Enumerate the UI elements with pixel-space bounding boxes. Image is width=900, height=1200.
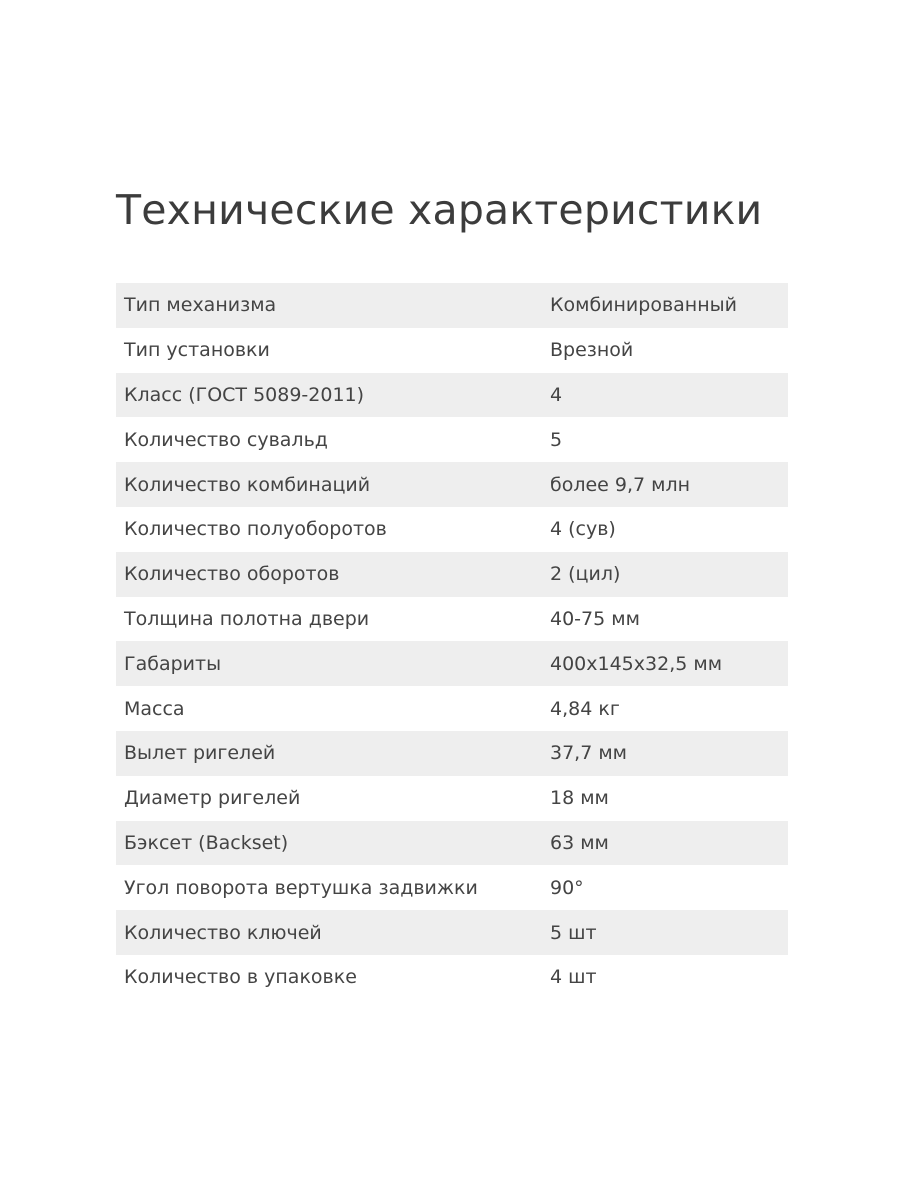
spec-value: более 9,7 млн (550, 462, 788, 507)
spec-label: Количество ключей (116, 910, 550, 955)
spec-value: Врезной (550, 328, 788, 373)
spec-label: Количество полуоборотов (116, 507, 550, 552)
table-row (116, 597, 788, 642)
table-row (116, 507, 788, 552)
spec-value: 18 мм (550, 776, 788, 821)
spec-value: 5 (550, 417, 788, 462)
spec-value: 4,84 кг (550, 686, 788, 731)
spec-value: 63 мм (550, 821, 788, 866)
spec-value: 90° (550, 865, 788, 910)
table-row (116, 910, 788, 955)
spec-label: Диаметр ригелей (116, 776, 550, 821)
table-row (116, 417, 788, 462)
table-row (116, 462, 788, 507)
spec-label: Класс (ГОСТ 5089-2011) (116, 373, 550, 418)
spec-label: Количество сувальд (116, 417, 550, 462)
table-row (116, 865, 788, 910)
spec-label: Вылет ригелей (116, 731, 550, 776)
spec-value: 5 шт (550, 910, 788, 955)
spec-label: Тип установки (116, 328, 550, 373)
table-row (116, 283, 788, 328)
spec-label: Масса (116, 686, 550, 731)
spec-value: 2 (цил) (550, 552, 788, 597)
spec-value: 4 (550, 373, 788, 418)
spec-value: 400х145х32,5 мм (550, 641, 788, 686)
spec-label: Количество оборотов (116, 552, 550, 597)
spec-value: Комбинированный (550, 283, 788, 328)
table-row (116, 328, 788, 373)
spec-label: Количество в упаковке (116, 955, 550, 1000)
spec-label: Тип механизма (116, 283, 550, 328)
table-row (116, 641, 788, 686)
spec-value: 37,7 мм (550, 731, 788, 776)
spec-value: 40-75 мм (550, 597, 788, 642)
spec-label: Габариты (116, 641, 550, 686)
table-row (116, 552, 788, 597)
spec-table (116, 283, 788, 1000)
spec-value: 4 шт (550, 955, 788, 1000)
table-row (116, 731, 788, 776)
spec-label: Толщина полотна двери (116, 597, 550, 642)
table-row (116, 821, 788, 866)
spec-value: 4 (сув) (550, 507, 788, 552)
table-row (116, 955, 788, 1000)
table-row (116, 686, 788, 731)
spec-label: Количество комбинаций (116, 462, 550, 507)
table-row (116, 776, 788, 821)
page-title: Технические характеристики (116, 186, 763, 234)
table-row (116, 373, 788, 418)
spec-label: Бэксет (Backset) (116, 821, 550, 866)
spec-label: Угол поворота вертушка задвижки (116, 865, 550, 910)
